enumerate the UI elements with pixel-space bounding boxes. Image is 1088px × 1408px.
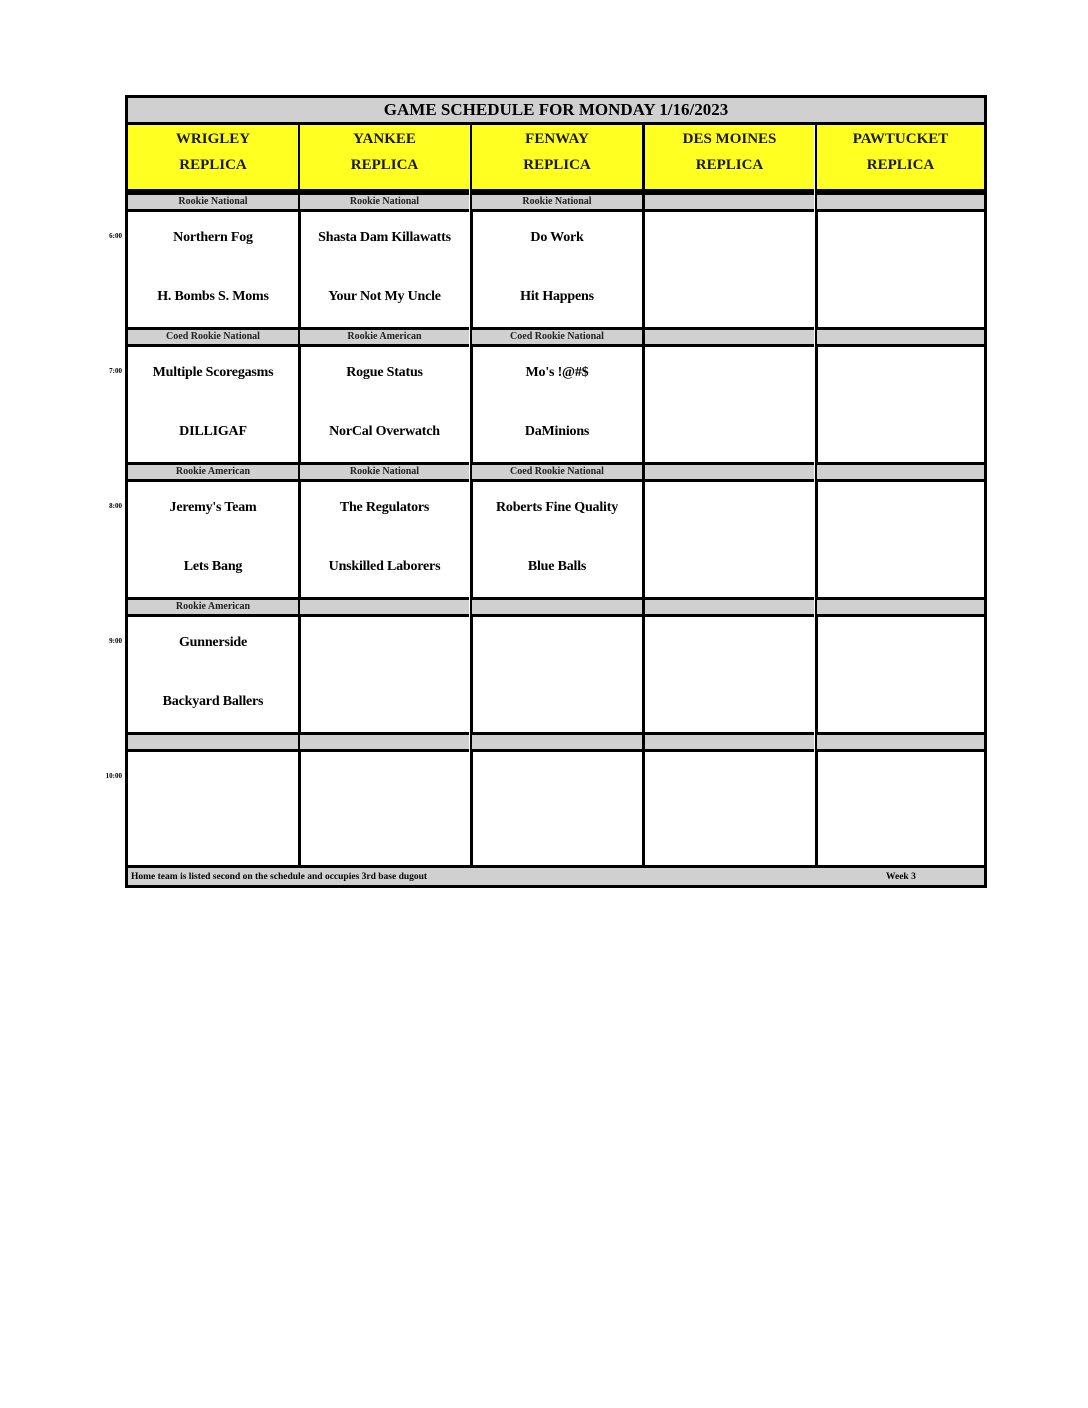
division-label: Rookie National [128, 192, 298, 212]
division-label: Rookie American [300, 327, 469, 347]
away-team: Jeremy's Team [169, 500, 257, 515]
division-label [817, 597, 984, 617]
away-team: Multiple Scoregasms [152, 365, 274, 380]
away-team: Rogue Status [346, 365, 423, 380]
field-type: REPLICA [523, 157, 591, 173]
home-team: Lets Bang [183, 559, 243, 574]
home-team: DILLIGAF [179, 424, 247, 439]
away-team: Northern Fog [173, 230, 253, 245]
division-label: Rookie National [300, 192, 469, 212]
division-label: Rookie National [300, 462, 469, 482]
away-team: Shasta Dam Killawatts [318, 230, 451, 245]
field-name: DES MOINES [682, 131, 777, 147]
home-team: Backyard Ballers [162, 694, 264, 709]
home-team: Your Not My Uncle [328, 289, 441, 304]
field-header-0 [128, 125, 298, 192]
field-header-3 [645, 125, 814, 192]
time-label: 9:00 [109, 637, 122, 645]
division-label [817, 192, 984, 212]
home-team: Hit Happens [520, 289, 594, 304]
home-team: Blue Balls [527, 559, 587, 574]
division-label: Coed Rookie National [472, 462, 642, 482]
division-label [817, 327, 984, 347]
field-type: REPLICA [350, 157, 419, 173]
division-label [472, 597, 642, 617]
time-label: 7:00 [109, 367, 122, 375]
division-label [472, 732, 642, 752]
field-header-1 [300, 125, 469, 192]
home-team: NorCal Overwatch [329, 424, 440, 439]
time-label: 8:00 [109, 502, 122, 510]
field-name: PAWTUCKET [852, 131, 949, 147]
division-label [300, 597, 469, 617]
division-label [645, 597, 814, 617]
away-team: Gunnerside [178, 635, 247, 650]
division-label: Coed Rookie National [128, 327, 298, 347]
time-label: 6:00 [109, 232, 122, 240]
away-team: Mo's !@#$ [525, 365, 589, 380]
away-team: Roberts Fine Quality [496, 500, 618, 515]
field-name: YANKEE [353, 131, 416, 147]
column-divider [815, 125, 818, 865]
division-label [817, 732, 984, 752]
week-label: Week 3 [886, 872, 916, 882]
division-label [817, 462, 984, 482]
column-divider [642, 125, 645, 865]
division-label: Rookie American [128, 462, 298, 482]
schedule-table [125, 95, 987, 888]
time-label: 10:00 [105, 772, 122, 780]
home-team: DaMinions [524, 424, 590, 439]
division-label [645, 462, 814, 482]
footer-note: Home team is listed second on the schedule and occupies 3rd base dugout [131, 872, 428, 882]
division-label [645, 192, 814, 212]
field-header-4 [817, 125, 984, 192]
field-type: REPLICA [695, 157, 764, 173]
footer-bar [128, 865, 984, 885]
division-label [645, 732, 814, 752]
away-team: Do Work [530, 230, 584, 245]
division-label [645, 327, 814, 347]
division-label: Rookie American [128, 597, 298, 617]
division-label [300, 732, 469, 752]
away-team: The Regulators [339, 500, 430, 515]
home-team: H. Bombs S. Moms [157, 289, 269, 304]
division-label: Rookie National [472, 192, 642, 212]
field-name: FENWAY [525, 131, 589, 147]
field-type: REPLICA [866, 157, 935, 173]
schedule-title: GAME SCHEDULE FOR MONDAY 1/16/2023 [128, 98, 984, 125]
field-type: REPLICA [179, 157, 247, 173]
field-name: WRIGLEY [175, 131, 251, 147]
home-team: Unskilled Laborers [328, 559, 441, 574]
division-label [128, 732, 298, 752]
field-header-2 [472, 125, 642, 192]
division-label: Coed Rookie National [472, 327, 642, 347]
